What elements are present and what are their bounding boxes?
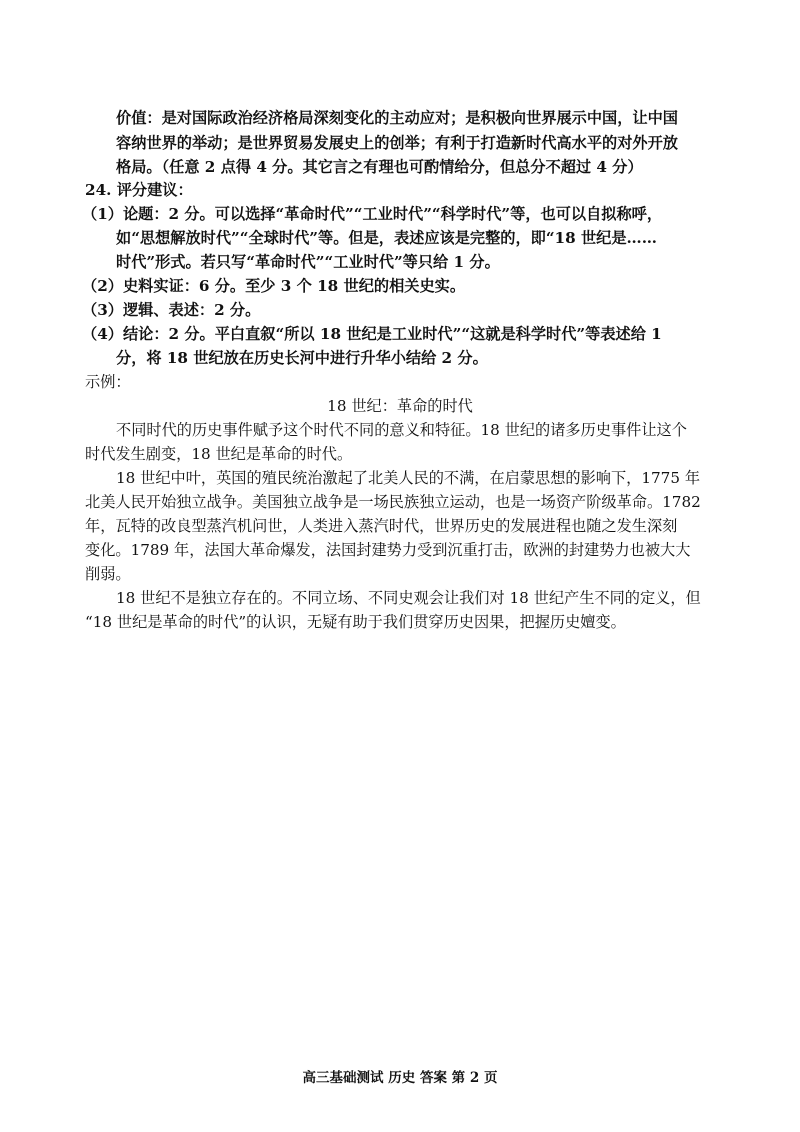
answer-23-line-2: 容纳世界的举动；是世界贸易发展史上的创举；有利于打造新时代高水平的对外开放 xyxy=(116,134,678,152)
example-paragraph-2-line-1: 18 世纪中叶，英国的殖民统治激起了北美人民的不满，在启蒙思想的影响下，1775 年 xyxy=(116,469,701,487)
example-paragraph-3-line-1: 18 世纪不是独立存在的。不同立场、不同史观会让我们对 18 世纪产生不同的定义，但 xyxy=(116,589,701,607)
answer-24-item-2: （2）史料实证：6 分。至少 3 个 18 世纪的相关史实。 xyxy=(82,277,466,295)
example-paragraph-1-line-1: 不同时代的历史事件赋予这个时代不同的意义和特征。18 世纪的诸多历史事件让这个 xyxy=(116,421,687,439)
example-paragraph-3-line-2: “18 世纪是革命的时代”的认识，无疑有助于我们贯穿历史因果，把握历史嬗变。 xyxy=(85,613,626,631)
answer-24-item-4-line-1: （4）结论：2 分。平白直叙“所以 18 世纪是工业时代”“这就是科学时代”等表述给 1 xyxy=(82,325,662,343)
example-label: 示例： xyxy=(85,373,131,391)
example-title: 18 世纪：革命的时代 xyxy=(327,397,473,415)
example-paragraph-2-line-5: 削弱。 xyxy=(85,565,131,583)
answer-24-item-1-line-1: （1）论题：2 分。可以选择“革命时代”“工业时代”“科学时代”等，也可以自拟称呼， xyxy=(82,205,663,223)
answer-24-item-1-line-3: 时代”形式。若只写“革命时代”“工业时代”等只给 1 分。 xyxy=(116,253,500,271)
answer-24-item-4-line-2: 分，将 18 世纪放在历史长河中进行升华小结给 2 分。 xyxy=(116,349,488,367)
answer-23-line-1: 价值：是对国际政治经济格局深刻变化的主动应对；是积极向世界展示中国，让中国 xyxy=(116,109,678,127)
example-paragraph-2-line-3: 年，瓦特的改良型蒸汽机问世，人类进入蒸汽时代，世界历史的发展进程也随之发生深刻 xyxy=(85,517,678,535)
answer-24-heading: 24. 评分建议： xyxy=(85,181,193,199)
example-paragraph-1-line-2: 时代发生剧变，18 世纪是革命的时代。 xyxy=(85,445,353,463)
example-paragraph-2-line-2: 北美人民开始独立战争。美国独立战争是一场民族独立运动，也是一场资产阶级革命。1782 xyxy=(85,493,701,511)
answer-24-item-3: （3）逻辑、表述：2 分。 xyxy=(82,301,261,319)
answer-24-item-1-line-2: 如“思想解放时代”“全球时代”等。但是，表述应该是完整的，即“18 世纪是…… xyxy=(116,229,657,247)
page-footer: 高三基础测试 历史 答案 第 2 页 xyxy=(302,1070,498,1086)
example-paragraph-2-line-4: 变化。1789 年，法国大革命爆发，法国封建势力受到沉重打击，欧洲的封建势力也被大大 xyxy=(85,541,691,559)
answer-23-line-3: 格局。（任意 2 点得 4 分。其它言之有理也可酌情给分，但总分不超过 4 分） xyxy=(116,158,643,176)
